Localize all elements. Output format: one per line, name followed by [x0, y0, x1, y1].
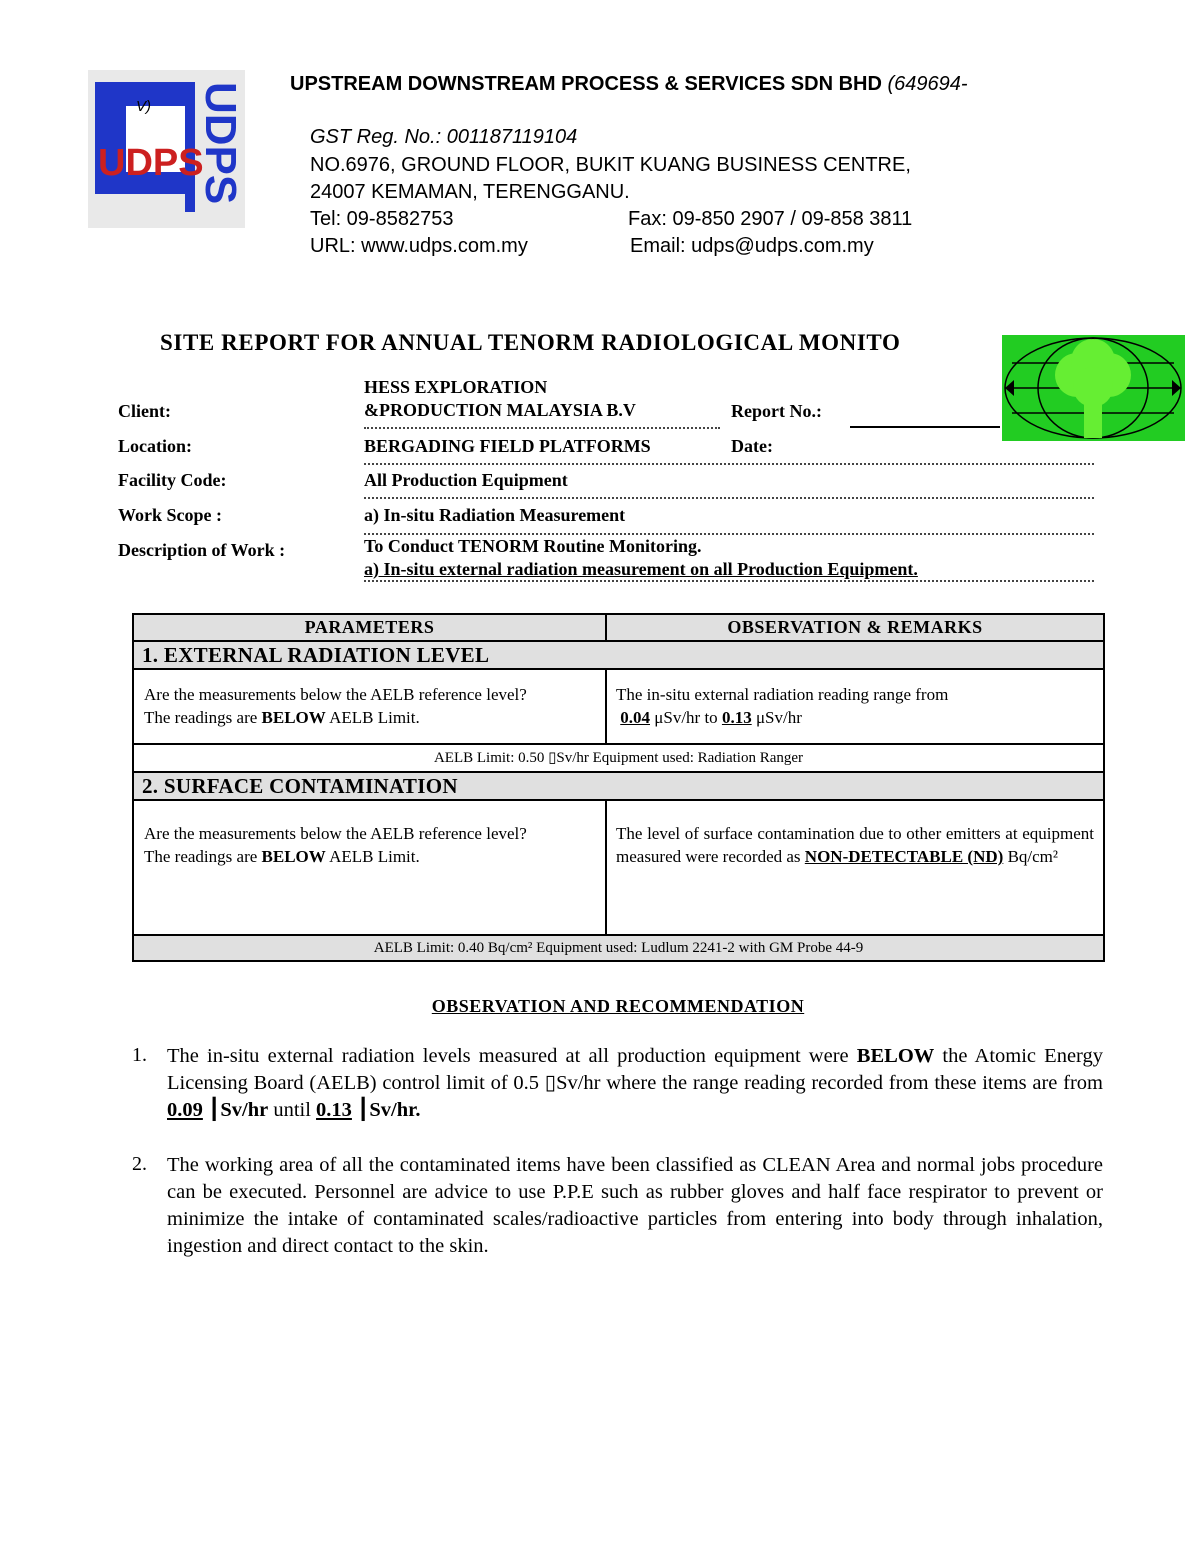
description-underline: [364, 580, 1094, 582]
client-value-line-1: HESS EXPLORATION: [364, 377, 548, 397]
facility-code-value: All Production Equipment: [364, 470, 568, 490]
globe-tree-icon: [1002, 335, 1185, 441]
section-1-remark: [616, 683, 1096, 729]
item-1-unit-2: Sv/hr.: [369, 1099, 421, 1121]
q1-bold: BELOW: [261, 708, 326, 727]
section-1-question-line-1: Are the measurements below the AELB reference level?: [144, 685, 527, 704]
section-1-title: 1. EXTERNAL RADIATION LEVEL: [134, 642, 1103, 668]
item-1-text-a: The in-situ external radiation levels measured at all production equipment were: [167, 1045, 857, 1067]
item-1-glyph-1: ┃: [202, 1099, 221, 1121]
address-line-1: NO.6976, GROUND FLOOR, BUKIT KUANG BUSINESS CENTRE,: [310, 154, 911, 176]
tree-logo: [1002, 335, 1185, 441]
gst-number: GST Reg. No.: 001187119104: [310, 126, 578, 148]
parameters-table: [132, 613, 1105, 962]
section-1-title-line: [134, 668, 1103, 670]
description-value-line-1: To Conduct TENORM Routine Monitoring.: [364, 536, 702, 556]
location-value: BERGADING FIELD PLATFORMS: [364, 436, 651, 456]
section-2-question: [144, 822, 599, 868]
telephone: Tel: 09-8582753: [310, 208, 454, 230]
section-1-footer: AELB Limit: 0.50 ▯Sv/hr Equipment used: Radiation Ranger: [433, 750, 804, 766]
section-2-footer: AELB Limit: 0.40 Bq/cm² Equipment used: Ludlum 2241-2 with GM Probe 44-9: [134, 936, 1103, 960]
item-2-number: 2.: [132, 1153, 147, 1175]
logo-red-text: UDPS: [98, 142, 204, 184]
q2-bold: BELOW: [261, 847, 326, 866]
section-1-remark-line-1: The in-situ external radiation reading range from: [616, 685, 949, 704]
client-label: Client:: [118, 401, 171, 421]
header-parameters: PARAMETERS: [134, 615, 605, 640]
date-label: Date:: [731, 436, 773, 456]
description-value-line-2: a) In-situ external radiation measurement on all Production Equipment.: [364, 559, 918, 579]
q2-post: AELB Limit.: [325, 847, 420, 866]
item-1-number: 1.: [132, 1044, 147, 1066]
section-2-remark-text: The level of surface contamination due to other emitters at equipment measured were recorded as: [616, 824, 1094, 866]
report-title: SITE REPORT FOR ANNUAL TENORM RADIOLOGICAL MONITO: [160, 330, 901, 355]
company-reg-start: (649694-: [887, 73, 968, 95]
q2-pre: The readings are: [144, 847, 262, 866]
udps-logo: [88, 70, 245, 228]
remark-unit-2: μSv/hr: [751, 708, 802, 727]
item-1-bold: BELOW: [856, 1045, 935, 1067]
section-1-question: [144, 683, 599, 729]
section-1-remark-line-2: [616, 706, 1096, 729]
section-2-title-line: [134, 799, 1103, 801]
q1-post: AELB Limit.: [325, 708, 420, 727]
section-2-remark: [616, 822, 1094, 868]
report-no-underline: [850, 426, 1000, 428]
section-1-question-line-2: [144, 706, 599, 729]
item-1-high: 0.13: [316, 1099, 352, 1121]
header-observation: OBSERVATION & REMARKS: [607, 615, 1103, 640]
company-reg-end: V): [136, 98, 151, 115]
section-2-divider: [605, 799, 607, 934]
company-name-text: UPSTREAM DOWNSTREAM PROCESS & SERVICES SDN BHD: [290, 73, 882, 95]
company-name: [290, 73, 968, 96]
location-underline: [364, 463, 1094, 465]
website-link[interactable]: URL: www.udps.com.my: [310, 235, 528, 257]
item-1-text: [167, 1043, 1103, 1124]
section-2-remark-unit: Bq/cm²: [1003, 847, 1058, 866]
observation-title: OBSERVATION AND RECOMMENDATION: [431, 996, 805, 1016]
client-underline: [364, 427, 720, 429]
q1-pre: The readings are: [144, 708, 262, 727]
item-1-until: until: [268, 1099, 317, 1121]
remark-low-value: 0.04: [620, 708, 650, 727]
fax: Fax: 09-850 2907 / 09-858 3811: [628, 208, 913, 230]
section-2-title: 2. SURFACE CONTAMINATION: [134, 773, 1103, 799]
udps-logo-graphic: [88, 70, 245, 228]
item-1-unit-1: Sv/hr: [220, 1099, 269, 1121]
remark-unit-1: μSv/hr to: [650, 708, 722, 727]
report-no-label: Report No.:: [731, 401, 822, 421]
facility-underline: [364, 497, 1094, 499]
remark-high-value: 0.13: [721, 708, 752, 727]
scope-underline: [364, 533, 1094, 535]
description-label: Description of Work :: [118, 540, 286, 560]
work-scope-label: Work Scope :: [118, 505, 223, 525]
facility-code-label: Facility Code:: [118, 470, 227, 490]
section-2-question-line-1: Are the measurements below the AELB reference level?: [144, 824, 527, 843]
item-1-low: 0.09: [167, 1099, 203, 1121]
work-scope-value: a) In-situ Radiation Measurement: [364, 505, 626, 525]
section-2-question-line-2: [144, 845, 599, 868]
item-1-glyph-2: ┃: [351, 1099, 370, 1121]
item-1-text-b: the Atomic Energy Licensing Board (AELB) control limit of 0.5 ▯Sv/hr where the range reading recorded from these items are from: [167, 1045, 1103, 1094]
item-2-text: The working area of all the contaminated items have been classified as CLEAN Area and normal jobs procedure can be executed. Personnel are advice to use P.P.E such as rubber gloves and half face respirator to prevent or minimize the intake of contaminated scales/radioactive particles from entering into body through inhalation, ingestion and direct contact to the skin.: [167, 1154, 1103, 1257]
section-2-remark-bold: NON-DETECTABLE (ND): [804, 847, 1004, 866]
address-line-2: 24007 KEMAMAN, TERENGGANU.: [310, 181, 630, 203]
location-label: Location:: [118, 436, 192, 456]
client-value-line-2: &PRODUCTION MALAYSIA B.V: [364, 400, 636, 420]
header-divider: [605, 615, 607, 640]
logo-side-text: UDPS: [196, 82, 245, 205]
section-1-divider: [605, 668, 607, 743]
email-link[interactable]: Email: udps@udps.com.my: [630, 235, 874, 257]
